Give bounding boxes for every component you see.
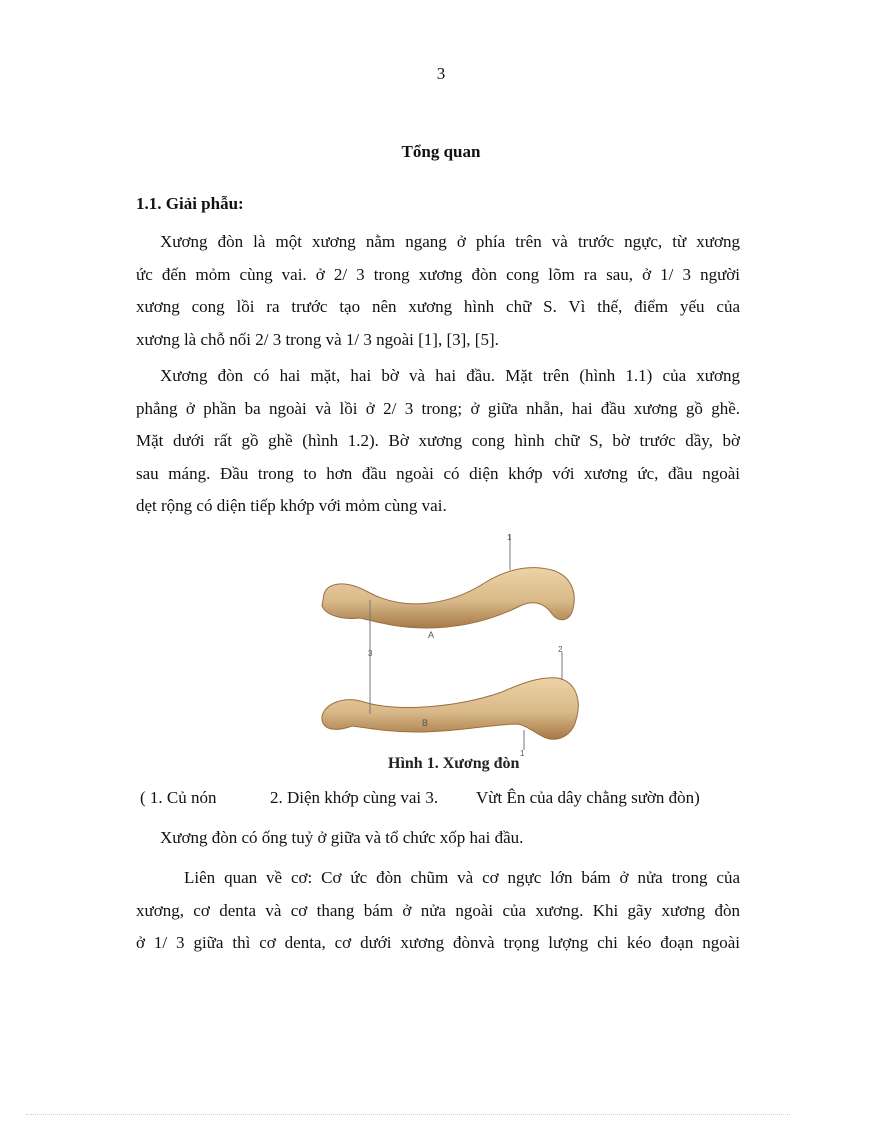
figure-label-2: 2 <box>558 645 563 654</box>
paragraph-4-line: ở 1/ 3 giữa thì cơ denta, cơ dưới xương đònvà trọng lượng chi kéo đoạn ngoài <box>136 933 740 952</box>
page-number: 3 <box>436 64 446 83</box>
paragraph-1-line: Xương đòn là một xương nằm ngang ở phía trên và trước ngực, từ xương <box>160 232 740 251</box>
legend-item-3: Vừt Ên của dây chằng sườn đòn) <box>476 788 700 807</box>
paragraph-2 <box>136 360 740 523</box>
paragraph-2-line: sau máng. Đầu trong to hơn đầu ngoài có diện khớp với xương ức, đầu ngoài <box>136 463 740 483</box>
paragraph-1-line: ức đến mỏm cùng vai. ở 2/ 3 trong xương đòn cong lõm ra sau, ở 1/ 3 người <box>136 264 740 284</box>
paragraph-1-line: xương là chỗ nối 2/ 3 trong và 1/ 3 ngoài [1], [3], [5]. <box>136 329 499 349</box>
paragraph-2-line: Xương đòn có hai mặt, hai bờ và hai đầu. Mặt trên (hình 1.1) của xương <box>160 366 740 385</box>
clavicle-bone-b <box>322 678 578 740</box>
figure-label-b: B <box>422 718 429 728</box>
figure-caption-hidden: Hình 1. Xương đòn <box>388 755 520 772</box>
clavicle-illustration <box>306 530 580 772</box>
legend-item-2: 2. Diện khớp cùng vai 3. <box>270 788 439 807</box>
paragraph-3-line: Xương đòn có ống tuỷ ở giữa và tổ chức xốp hai đầu. <box>160 828 524 847</box>
clavicle-bone-a <box>322 568 574 628</box>
paragraph-3 <box>136 822 740 855</box>
paragraph-4 <box>136 862 740 960</box>
page-title: Tổng quan <box>401 142 481 161</box>
paragraph-2-line: dẹt rộng có diện tiếp khớp với mỏm cùng vai. <box>136 496 447 515</box>
paragraph-1-line: xương cong lồi ra trước tạo nên xương hình chữ S. Vì thế, điểm yếu của <box>136 297 740 316</box>
figure-label-1-top: 1 <box>507 533 512 542</box>
paragraph-1 <box>136 226 740 356</box>
paragraph-2-line: Mặt dưới rất gồ ghề (hình 1.2). Bờ xương cong hình chữ S, bờ trước dầy, bờ <box>136 431 740 450</box>
paragraph-4-line: Liên quan về cơ: Cơ ức đòn chũm và cơ ngực lớn bám ở nửa trong của <box>184 868 740 887</box>
legend-item-1: ( 1. Củ nón <box>140 788 217 807</box>
clavicle-figure <box>306 530 580 772</box>
figure-label-3: 3 <box>368 649 373 658</box>
figure-label-1-bottom: 1 <box>520 749 525 758</box>
paragraph-4-line: xương, cơ denta và cơ thang bám ở nửa ngoài của xương. Khi gãy xương đòn <box>136 900 740 920</box>
section-heading: 1.1. Giải phẫu: <box>136 194 244 213</box>
paragraph-2-line: phẳng ở phần ba ngoài và lồi ở 2/ 3 trong; ở giữa nhẵn, hai đầu xương gồ ghề. <box>136 398 740 418</box>
page-bottom-divider <box>26 1114 790 1115</box>
figure-label-a: A <box>428 630 435 640</box>
